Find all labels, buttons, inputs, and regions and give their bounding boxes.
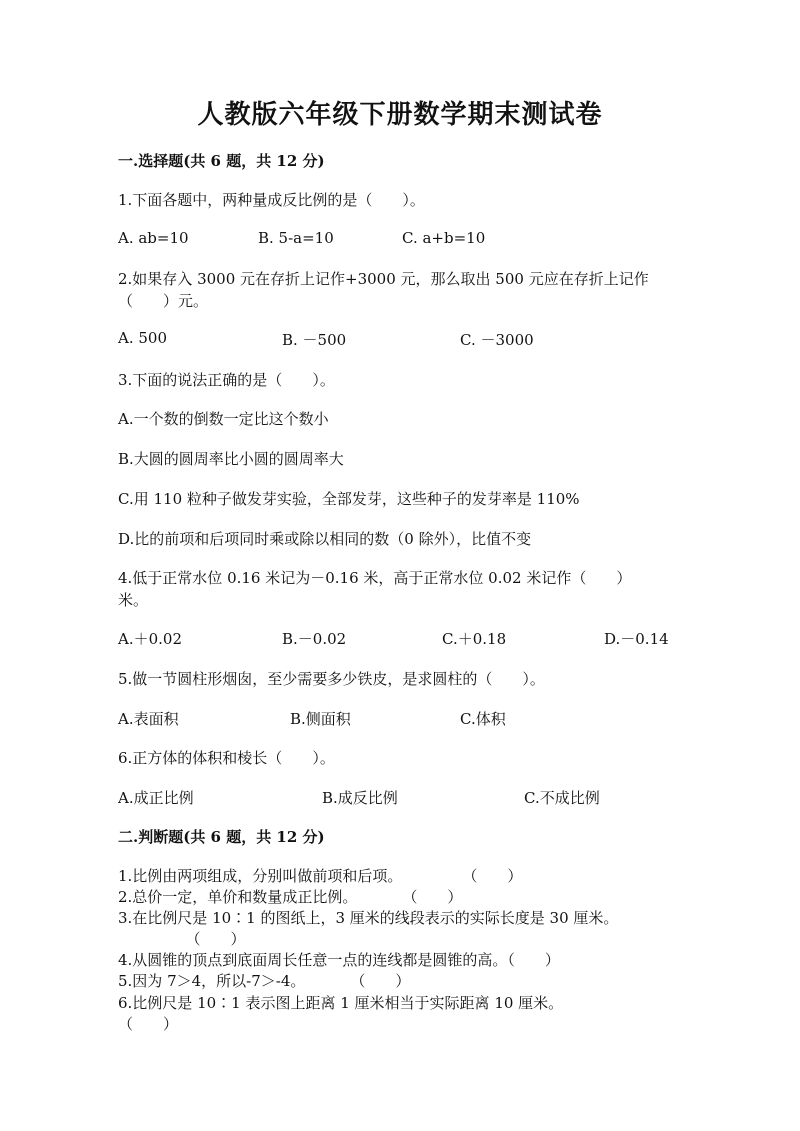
judgment-line: 3.在比例尺是 10∶1 的图纸上，3 厘米的线段表示的实际长度是 30 厘米。 (118, 909, 619, 927)
question-5-stem: 5.做一节圆柱形烟囱，至少需要多少铁皮，是求圆柱的（ ）。 (118, 670, 545, 688)
question-5-option-c: C.体积 (460, 710, 506, 728)
question-4-option-d: D.－0.14 (604, 630, 669, 648)
question-4-option-a: A.＋0.02 (118, 630, 182, 648)
judgment-line: 6.比例尺是 10∶1 表示图上距离 1 厘米相当于实际距离 10 厘米。 (118, 994, 564, 1012)
question-2-stem: 2.如果存入 3000 元在存折上记作+3000 元，那么取出 500 元应在存折上记作 (118, 270, 649, 288)
question-2-option-b: B. －500 (282, 331, 347, 349)
question-6-option-b: B.成反比例 (322, 789, 398, 807)
question-3-option-c: C.用 110 粒种子做发芽实验，全部发芽，这些种子的发芽率是 110% (118, 490, 580, 508)
question-4-stem: 4.低于正常水位 0.16 米记为－0.16 米，高于正常水位 0.02 米记作（ ） (118, 569, 632, 587)
question-5-option-a: A.表面积 (118, 710, 179, 728)
question-1-stem: 1.下面各题中，两种量成反比例的是（ ）。 (118, 191, 425, 209)
question-2-stem-cont: （ ）元。 (118, 292, 209, 310)
question-4-stem-cont: 米。 (118, 591, 149, 609)
page-title: 人教版六年级下册数学期末测试卷 (197, 100, 603, 130)
question-4-option-b: B.－0.02 (282, 630, 347, 648)
question-3-option-d: D.比的前项和后项同时乘或除以相同的数（0 除外），比值不变 (118, 530, 532, 548)
question-1-option-a: A. ab=10 (118, 229, 189, 247)
judgment-line: 4.从圆锥的顶点到底面周长任意一点的连线都是圆锥的高。（ ） (118, 951, 560, 969)
judgment-line: 5.因为 7＞4，所以-7＞-4。 （ ） (118, 972, 411, 990)
question-5-option-b: B.侧面积 (290, 710, 351, 728)
judgment-line: 2.总价一定，单价和数量成正比例。 （ ） (118, 888, 463, 906)
judgment-line: （ ） (118, 1015, 179, 1033)
section-heading-choice: 一.选择题(共 6 题，共 12 分) (118, 152, 325, 170)
question-6-option-a: A.成正比例 (118, 789, 194, 807)
question-2-option-a: A. 500 (118, 329, 167, 347)
question-1-option-c: C. a+b=10 (402, 229, 486, 247)
question-1-option-b: B. 5-a=10 (258, 229, 334, 247)
question-6-stem: 6.正方体的体积和棱长（ ）。 (118, 749, 335, 767)
judgment-line: 1.比例由两项组成，分别叫做前项和后项。 （ ） (118, 867, 523, 885)
question-6-option-c: C.不成比例 (524, 789, 600, 807)
question-3-option-b: B.大圆的圆周率比小圆的圆周率大 (118, 450, 344, 468)
section-heading-judgment: 二.判断题(共 6 题，共 12 分) (118, 828, 325, 846)
question-4-option-c: C.＋0.18 (442, 630, 507, 648)
judgment-line: （ ） (118, 930, 246, 948)
question-3-stem: 3.下面的说法正确的是（ ）。 (118, 371, 335, 389)
question-2-option-c: C. －3000 (460, 331, 534, 349)
question-3-option-a: A.一个数的倒数一定比这个数小 (118, 410, 329, 428)
